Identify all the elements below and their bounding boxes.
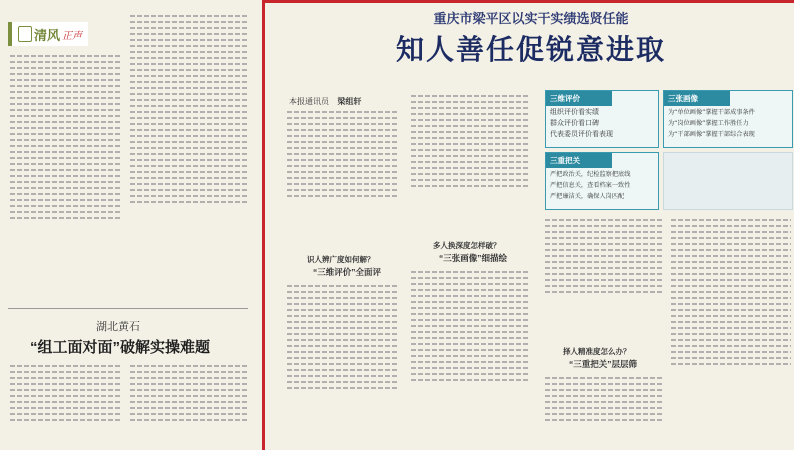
col2-body-b xyxy=(411,268,529,450)
box2-item: 为“岗位画像”掌握工作胜任力 xyxy=(668,120,749,127)
box2-item: 为“干部画像”掌握干部综合表现 xyxy=(668,131,755,138)
box-three-checks xyxy=(545,152,659,210)
box2-item: 为“单位画像”掌握干部成事条件 xyxy=(668,109,755,116)
box1-item: 代表委员评价看表现 xyxy=(550,130,613,138)
col1-body-a xyxy=(287,108,399,248)
column-logo xyxy=(8,22,88,46)
box3-item: 严把政治关，纪检监察把底线 xyxy=(550,171,631,178)
column-name-seal: 正声 xyxy=(62,31,82,42)
reporter-line xyxy=(289,96,362,107)
col3-body-a xyxy=(545,216,663,340)
sub1-answer: “三维评价”全面评 xyxy=(313,267,382,277)
article2-kicker: 湖北黄石 xyxy=(96,321,140,333)
col4-body xyxy=(671,216,791,450)
box1-item: 组织评价看实绩 xyxy=(550,108,599,116)
col1-body-b xyxy=(287,282,399,450)
box-three-dimension-eval xyxy=(545,90,659,148)
article1-body-left xyxy=(10,52,122,302)
reporter-label: 本报通讯员 xyxy=(289,97,329,106)
col2-body-a xyxy=(411,92,529,242)
sub2-question: 多人换深度怎样破？ xyxy=(433,241,501,250)
col3-body-b xyxy=(545,374,663,450)
left-column xyxy=(0,0,254,450)
box1-title: 三维评价 xyxy=(546,91,612,106)
sub3-question: 择人精准度怎么办？ xyxy=(563,347,631,356)
column-name: 清风 xyxy=(34,28,61,43)
left-divider xyxy=(8,308,248,309)
article2-body-right xyxy=(130,362,248,450)
article-kicker: 重庆市梁平区以实干实绩选贤任能 xyxy=(433,11,629,26)
sub3-answer: “三重把关”层层筛 xyxy=(569,359,638,369)
reporter-name: 梁组轩 xyxy=(337,97,362,106)
article1-body-right xyxy=(130,12,248,302)
box1-item: 群众评价看口碑 xyxy=(550,119,599,127)
box-three-portraits xyxy=(663,90,793,148)
article2-body-left xyxy=(10,362,122,450)
box3-item: 严把廉洁关，确保人岗匹配 xyxy=(550,193,625,200)
top-rule xyxy=(265,0,794,3)
box2-title: 三张画像 xyxy=(664,91,730,106)
column-logo-emblem-icon xyxy=(18,26,32,42)
box3-item: 严把信息关，查看档案一致性 xyxy=(550,182,631,189)
article2-title: “组工面对面”破解实操难题 xyxy=(30,339,211,356)
main-article xyxy=(262,0,794,450)
box3-title: 三重把关 xyxy=(546,153,612,168)
article-headline: 知人善任促锐意进取 xyxy=(395,34,666,65)
sub1-question: 识人辨广度如何解？ xyxy=(307,255,375,264)
box-photo-placeholder xyxy=(663,152,793,210)
sub2-answer: “三张画像”细描绘 xyxy=(439,253,508,263)
